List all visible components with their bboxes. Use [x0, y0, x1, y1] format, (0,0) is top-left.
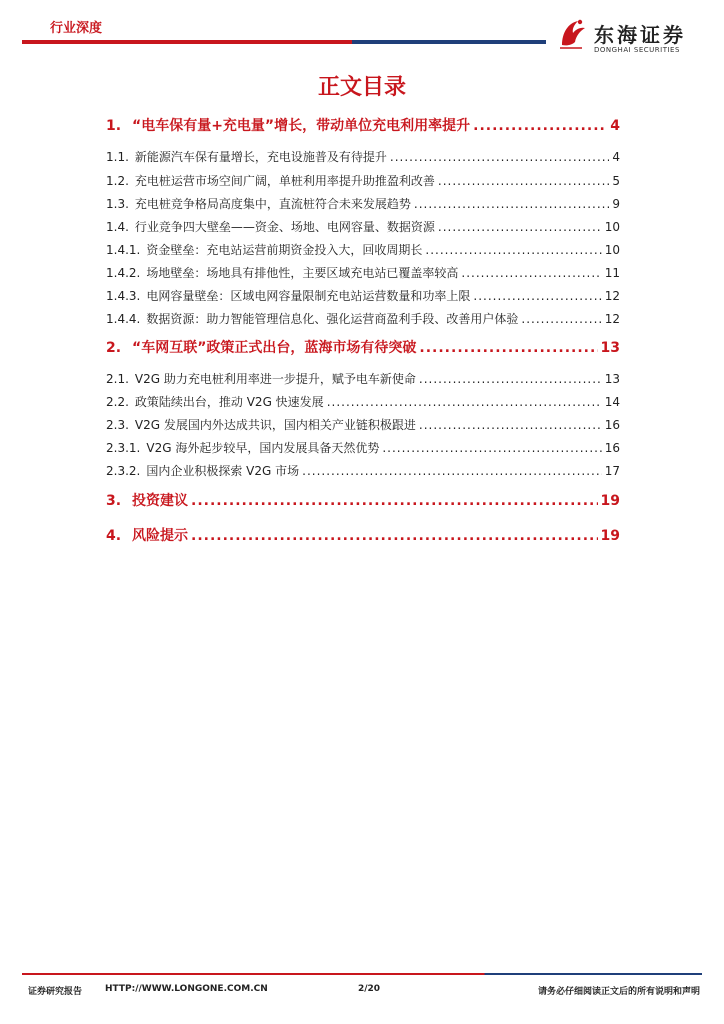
- toc-dot-leader: [327, 395, 602, 409]
- toc-entry-number: 1.4.: [106, 220, 129, 234]
- toc-entry-number: 1.4.4.: [106, 312, 141, 326]
- toc-entry[interactable]: [106, 370, 620, 387]
- toc-entry-number: 2.3.2.: [106, 464, 141, 478]
- toc-dot-leader: [473, 289, 601, 303]
- toc-entry-title: 资金壁垒：充电站运营前期资金投入大，回收周期长: [146, 243, 423, 257]
- toc-entry-page: 12: [604, 289, 620, 303]
- footer-page-indicator: 2/20: [358, 984, 381, 994]
- logo-name: 东海证券: [594, 23, 686, 47]
- toc-dot-leader: [414, 197, 609, 211]
- toc-entry-number: 2.1.: [106, 372, 129, 386]
- crane-logo-icon: [556, 15, 588, 51]
- toc-entry[interactable]: [106, 241, 620, 258]
- toc-entry[interactable]: [106, 439, 620, 456]
- toc-entry-title: 行业竞争四大壁垒——资金、场地、电网容量、数据资源: [134, 220, 435, 234]
- toc-dot-leader: [302, 464, 602, 478]
- toc-dot-leader: [382, 441, 601, 455]
- toc-entry-title: V2G 海外起步较早，国内发展具备天然优势: [146, 441, 380, 455]
- toc-dot-leader: [419, 418, 602, 432]
- toc-entry[interactable]: [106, 264, 620, 281]
- toc-dot-leader: [191, 493, 598, 509]
- toc-entry[interactable]: [106, 287, 620, 304]
- toc-entry-title: 新能源汽车保有量增长，充电设施普及有待提升: [134, 150, 387, 164]
- toc-entry-number: 2.: [106, 340, 122, 356]
- toc-entry-title: V2G 助力充电桩利用率进一步提升，赋予电车新使命: [134, 372, 416, 386]
- toc-entry-title: 充电桩竞争格局高度集中，直流桩符合未来发展趋势: [134, 197, 411, 211]
- toc-entry-number: 4.: [106, 528, 122, 544]
- toc-entry-title: 投资建议: [132, 493, 188, 509]
- toc-dot-leader: [438, 174, 609, 188]
- toc-entry-number: 1.1.: [106, 150, 129, 164]
- toc-entry-page: 4: [610, 118, 620, 134]
- toc-entry[interactable]: [106, 337, 620, 357]
- toc-entry[interactable]: [106, 148, 620, 165]
- toc-entry-title: 政策陆续出台，推动 V2G 快速发展: [134, 395, 324, 409]
- toc-entry-page: 12: [604, 312, 620, 326]
- toc-entry-page: 4: [612, 150, 620, 164]
- toc-entry-page: 16: [604, 418, 620, 432]
- toc-dot-leader: [419, 372, 602, 386]
- toc-dot-leader: [191, 528, 598, 544]
- header-rule: [22, 40, 546, 44]
- toc-entry-page: 16: [604, 441, 620, 455]
- footer-rule: [22, 973, 702, 975]
- toc-entry[interactable]: [106, 172, 620, 189]
- toc-dot-leader: [461, 266, 601, 280]
- toc-entry-page: 11: [604, 266, 620, 280]
- toc-entry-number: 3.: [106, 493, 122, 509]
- toc-entry[interactable]: [106, 490, 620, 510]
- toc-entry-title: 数据资源：助力智能管理信息化、强化运营商盈利手段、改善用户体验: [146, 312, 519, 326]
- toc-entry[interactable]: [106, 525, 620, 545]
- section-label: 行业深度: [50, 21, 103, 36]
- toc-entry-page: 19: [600, 528, 620, 544]
- toc-entry-title: “电车保有量+充电量”增长，带动单位充电利用率提升: [132, 118, 471, 134]
- toc-entry-title: V2G 发展国内外达成共识，国内相关产业链积极跟进: [134, 418, 416, 432]
- company-logo: [556, 15, 706, 59]
- toc-entry-number: 2.3.1.: [106, 441, 141, 455]
- toc-dot-leader: [419, 340, 597, 356]
- toc-entry-number: 1.3.: [106, 197, 129, 211]
- toc-entry-number: 1.4.2.: [106, 266, 141, 280]
- toc-entry[interactable]: [106, 416, 620, 433]
- toc-entry-title: 风险提示: [132, 528, 188, 544]
- toc-entry-page: 5: [612, 174, 620, 188]
- toc-entry[interactable]: [106, 218, 620, 235]
- toc-dot-leader: [390, 150, 609, 164]
- toc-entry-page: 13: [600, 340, 620, 356]
- toc-entry-number: 1.2.: [106, 174, 129, 188]
- footer-disclaimer: 请务必仔细阅读正文后的所有说明和声明: [537, 987, 700, 997]
- toc-entry[interactable]: [106, 462, 620, 479]
- toc-dot-leader: [521, 312, 601, 326]
- page-header: [0, 0, 724, 60]
- toc-entry-number: 2.2.: [106, 395, 129, 409]
- toc-entry-number: 2.3.: [106, 418, 129, 432]
- toc-entry[interactable]: [106, 393, 620, 410]
- toc-entry-title: 国内企业积极探索 V2G 市场: [146, 464, 300, 478]
- toc-entry-number: 1.: [106, 118, 122, 134]
- toc-entry-title: 电网容量壁垒：区域电网容量限制充电站运营数量和功率上限: [146, 289, 471, 303]
- toc-entry-page: 13: [604, 372, 620, 386]
- toc-entry[interactable]: [106, 310, 620, 327]
- footer-url-link[interactable]: HTTP://WWW.LONGONE.COM.CN: [105, 984, 268, 994]
- toc-entry-title: 充电桩运营市场空间广阔，单桩利用率提升助推盈利改善: [134, 174, 435, 188]
- toc-entry-page: 10: [604, 243, 620, 257]
- toc-entry-number: 1.4.1.: [106, 243, 141, 257]
- toc-title: 正文目录: [317, 75, 406, 100]
- footer-report-type: 证券研究报告: [28, 987, 83, 997]
- toc-entry[interactable]: [106, 115, 620, 135]
- toc-dot-leader: [473, 118, 607, 134]
- toc-entry[interactable]: [106, 195, 620, 212]
- toc-dot-leader: [438, 220, 602, 234]
- toc-entry-page: 17: [604, 464, 620, 478]
- toc-dot-leader: [425, 243, 601, 257]
- toc-entry-title: “车网互联”政策正式出台，蓝海市场有待突破: [132, 340, 417, 356]
- toc-entry-page: 10: [604, 220, 620, 234]
- toc-entry-title: 场地壁垒：场地具有排他性，主要区域充电站已覆盖率较高: [146, 266, 459, 280]
- toc-entry-page: 14: [604, 395, 620, 409]
- toc-entry-number: 1.4.3.: [106, 289, 141, 303]
- logo-subtitle: DONGHAI SECURITIES: [594, 46, 680, 54]
- toc-entry-page: 9: [612, 197, 620, 211]
- toc-entry-page: 19: [600, 493, 620, 509]
